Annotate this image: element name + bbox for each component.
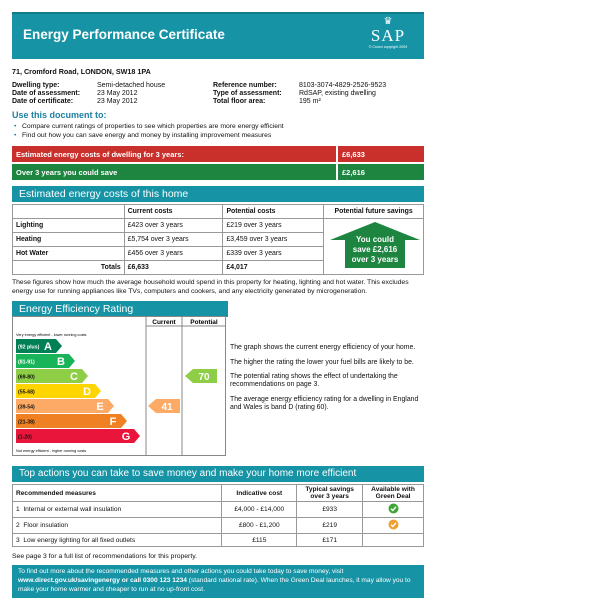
costs-section-title: Estimated energy costs of this home <box>12 186 424 202</box>
table-header-row <box>13 485 424 502</box>
eer-explanation <box>230 344 426 418</box>
detail-value: 23 May 2012 <box>97 90 138 97</box>
potential-cost: £339 over 3 years <box>223 247 324 261</box>
table-row <box>13 534 424 547</box>
detail-label: Dwelling type: <box>12 82 60 89</box>
eer-top-note: Very energy efficient - lower running costs <box>16 333 87 338</box>
typical-saving: £171 <box>297 534 363 547</box>
crown-icon: ♛ <box>383 16 393 27</box>
certificate-page <box>12 12 424 598</box>
measure-cell <box>13 502 222 518</box>
current-cost: £5,754 over 3 years <box>124 233 223 247</box>
footer-info <box>12 565 424 597</box>
totals-label: Totals <box>13 261 125 275</box>
table-header: Recommended measures <box>13 485 222 502</box>
eer-band-range: (55-68) <box>18 389 35 396</box>
table-header: Indicative cost <box>222 485 297 502</box>
use-document-title: Use this document to: <box>12 110 107 120</box>
table-header-row <box>13 205 424 219</box>
eer-band-letter: G <box>121 431 131 444</box>
measure-cell <box>13 534 222 547</box>
detail-label: Date of certificate: <box>12 98 74 105</box>
eer-band-range: (81-91) <box>18 359 35 366</box>
green-deal-cell <box>363 502 424 518</box>
use-document-list <box>12 122 424 140</box>
eer-band-range: (1-20) <box>18 434 32 441</box>
table-header: Available with Green Deal <box>363 485 424 502</box>
certificate-title: Energy Performance Certificate <box>23 27 225 42</box>
eer-graph <box>12 316 226 456</box>
could-save-bar <box>12 164 424 180</box>
list-item: • Compare current ratings of properties to see which properties are more energy efficient <box>12 122 424 131</box>
certificate-header <box>12 12 424 59</box>
eer-band-range: (69-80) <box>18 374 35 381</box>
detail-value: Semi-detached house <box>97 82 166 89</box>
cost-row-label: Heating <box>13 233 125 247</box>
measure-number: 3 <box>16 536 20 544</box>
measure-cell <box>13 518 222 534</box>
eer-bottom-note: Not energy efficient - higher running costs <box>16 449 87 454</box>
savings-arrow <box>330 222 420 268</box>
eer-band-letter: D <box>83 386 91 399</box>
table-header: Current costs <box>124 205 223 219</box>
total-current: £6,633 <box>124 261 223 275</box>
savings-line-1: You could <box>355 235 395 244</box>
indicative-cost: £800 - £1,200 <box>222 518 297 534</box>
eer-block <box>12 320 424 460</box>
measure-name: Internal or external wall insulation <box>23 506 122 514</box>
savings-line-2: save £2,616 <box>352 245 398 254</box>
eer-band-letter: F <box>109 416 117 429</box>
eer-band-letter: C <box>70 371 78 384</box>
total-potential: £4,017 <box>223 261 324 275</box>
orange-tick-icon <box>388 519 399 530</box>
current-cost: £423 over 3 years <box>124 219 223 233</box>
eer-potential-header: Potential <box>190 319 218 327</box>
list-item: • Find out how you can save energy and money by installing improvement measures <box>12 131 424 140</box>
indicative-cost: £115 <box>222 534 297 547</box>
detail-value: RdSAP, existing dwelling <box>299 90 376 97</box>
table-header <box>13 205 125 219</box>
eer-band-range: (21-38) <box>18 419 35 426</box>
detail-value: 23 May 2012 <box>97 98 138 105</box>
costs-explanation: These figures show how much the average household would spend in this property for heating, lighting and hot water. This excludes energy use for running appliances like TVs, computers and cookers, and any electricity generated by microgeneration. <box>12 279 409 295</box>
sap-logo <box>360 17 416 57</box>
eer-text-line: The potential rating shows the effect of undertaking the recommendations on page 3. <box>230 373 398 389</box>
measure-number: 1 <box>16 506 20 514</box>
detail-label: Date of assessment: <box>12 90 81 97</box>
green-deal-cell <box>363 518 424 534</box>
eer-band-letter: B <box>57 356 65 369</box>
costs-block <box>12 204 424 275</box>
eer-band-letter: A <box>44 341 52 354</box>
current-cost: £456 over 3 years <box>124 247 223 261</box>
measure-number: 2 <box>16 522 20 530</box>
potential-cost: £3,459 over 3 years <box>223 233 324 247</box>
sap-logo-text: SAP <box>370 26 406 45</box>
eer-text-line: The higher the rating the lower your fuel bills are likely to be. <box>230 358 414 366</box>
footer-text: To find out more about the recommended measures and other actions you could take today to save money, visit <box>18 568 344 576</box>
eer-bands <box>16 339 140 443</box>
eer-current-header: Current <box>152 319 176 327</box>
could-save-value: £2,616 <box>336 164 424 180</box>
table-row <box>13 502 424 518</box>
detail-label: Reference number: <box>213 82 277 89</box>
indicative-cost: £4,000 - £14,000 <box>222 502 297 518</box>
eer-band-range: (92 plus) <box>18 344 40 351</box>
measure-name: Low energy lighting for all fixed outlets <box>23 536 136 544</box>
eer-band-range: (39-54) <box>18 404 35 411</box>
table-header: Potential costs <box>223 205 324 219</box>
footer-text: (standard national rate). When the Green Deal launches, it may allow you to make your home warmer and cheaper to run at no up-front cost. <box>18 576 411 593</box>
measure-name: Floor insulation <box>23 522 69 530</box>
eer-band-letter: E <box>96 401 104 414</box>
table-row <box>13 518 424 534</box>
estimated-costs-label: Estimated energy costs of dwelling for 3 years: <box>16 149 184 159</box>
cost-row-label: Lighting <box>13 219 125 233</box>
eer-section-title: Energy Efficiency Rating <box>12 301 228 317</box>
typical-saving: £219 <box>297 518 363 534</box>
detail-value: 8103-3074-4829-2526-9523 <box>299 82 387 89</box>
actions-table <box>12 484 424 547</box>
potential-cost: £219 over 3 years <box>223 219 324 233</box>
typical-saving: £933 <box>297 502 363 518</box>
estimated-costs-bar <box>12 146 424 162</box>
table-header: Potential future savings <box>324 205 424 219</box>
actions-section-title: Top actions you can take to save money and make your home more efficient <box>12 466 424 482</box>
detail-label: Total floor area: <box>213 98 266 105</box>
property-address: 71, Cromford Road, LONDON, SW18 1PA <box>12 67 151 76</box>
eer-text-line: The average energy efficiency rating for a dwelling in England and Wales is band D (rating 60). <box>230 395 419 412</box>
could-save-label: Over 3 years you could save <box>16 167 118 177</box>
eer-text-line: The graph shows the current energy efficiency of your home. <box>230 344 416 352</box>
footer-link[interactable]: www.direct.gov.uk/savingenergy or call 0300 123 1234 <box>18 576 187 584</box>
property-details <box>12 82 424 105</box>
see-page-note: See page 3 for a full list of recommendations for this property. <box>12 553 197 561</box>
savings-line-3: over 3 years <box>351 255 399 264</box>
logo-copyright: © Crown copyright 2009 <box>368 45 408 49</box>
detail-value: 195 m² <box>299 98 321 105</box>
table-header: Typical savings over 3 years <box>297 485 363 502</box>
detail-label: Type of assessment: <box>213 90 282 97</box>
current-rating-value: 41 <box>161 402 173 414</box>
potential-rating-value: 70 <box>198 372 210 384</box>
cost-row-label: Hot Water <box>13 247 125 261</box>
green-deal-cell <box>363 534 424 547</box>
green-tick-icon <box>388 503 399 514</box>
estimated-costs-value: £6,633 <box>336 146 424 162</box>
